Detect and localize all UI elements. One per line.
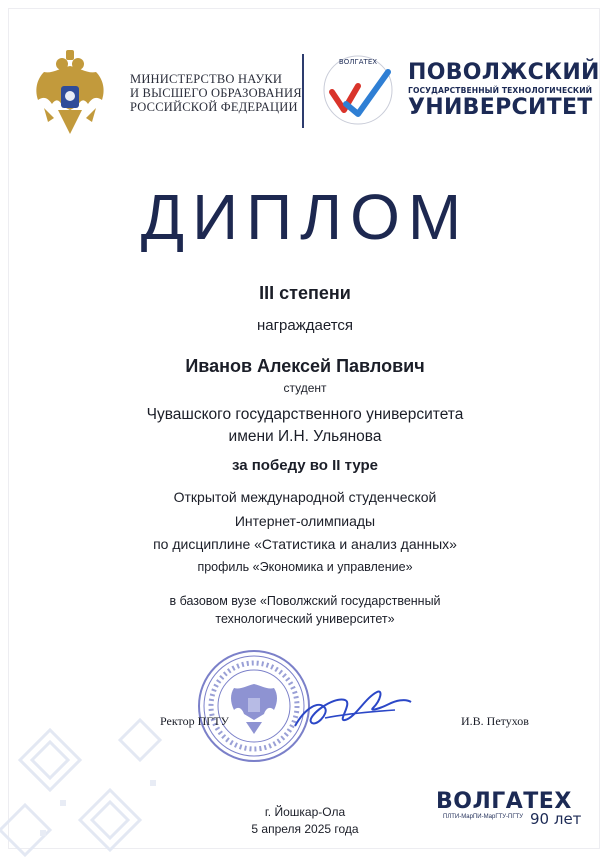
ministry-name	[130, 72, 302, 114]
university-name-line2: ГОСУДАРСТВЕННЫЙ ТЕХНОЛОГИЧЕСКИЙ	[408, 86, 593, 95]
olympiad-line: Открытой международной студенческой	[173, 489, 437, 505]
rector-label: Ректор ПГТУ	[160, 714, 230, 728]
host-line: технологический университет»	[215, 612, 395, 626]
recipient-name: Иванов Алексей Павлович	[185, 356, 425, 376]
ministry-line: И ВЫСШЕГО ОБРАЗОВАНИЯ	[130, 86, 302, 100]
rector-name: И.В. Петухов	[461, 714, 529, 728]
city: г. Йошкар-Ола	[264, 805, 346, 819]
ministry-line: РОССИЙСКОЙ ФЕДЕРАЦИИ	[130, 100, 298, 114]
issue-date: 5 апреля 2025 года	[251, 822, 359, 836]
olympiad-line: по дисциплине «Статистика и анализ данных»	[153, 536, 457, 552]
rector-signature-icon	[285, 678, 415, 738]
emblem-eagle-icon	[30, 48, 110, 140]
university-name-line3: УНИВЕРСИТЕТ	[408, 95, 593, 120]
anniversary-label: 90 лет	[530, 810, 582, 828]
recipient-university-line: Чувашского государственного университета	[146, 406, 464, 423]
header-divider	[302, 54, 304, 128]
volgatech-logo-text: ВОЛГАТЕХ	[338, 58, 378, 66]
achievement-text: за победу во II туре	[231, 457, 379, 474]
ministry-line: МИНИСТЕРСТВО НАУКИ	[130, 72, 283, 86]
recipient-university-line: имени И.Н. Ульянова	[228, 428, 382, 445]
diploma-degree: III степени	[259, 283, 351, 303]
volgatech-brand: ВОЛГАТЕХ	[436, 789, 572, 814]
host-line: в базовом вузе «Поволжский государственный	[169, 594, 441, 608]
recipient-status: студент	[283, 381, 327, 395]
volgatech-logo-icon	[318, 52, 398, 128]
profile-text: профиль «Экономика и управление»	[197, 560, 413, 574]
awarded-text: награждается	[256, 317, 354, 334]
volgatech-brand-sub: ПЛТИ-МарПИ-МарГТУ-ПГТУ	[443, 814, 524, 820]
diploma-title: ДИПЛОМ	[140, 181, 470, 253]
university-name-line1: ПОВОЛЖСКИЙ	[408, 60, 600, 85]
olympiad-line: Интернет-олимпиады	[234, 513, 376, 529]
